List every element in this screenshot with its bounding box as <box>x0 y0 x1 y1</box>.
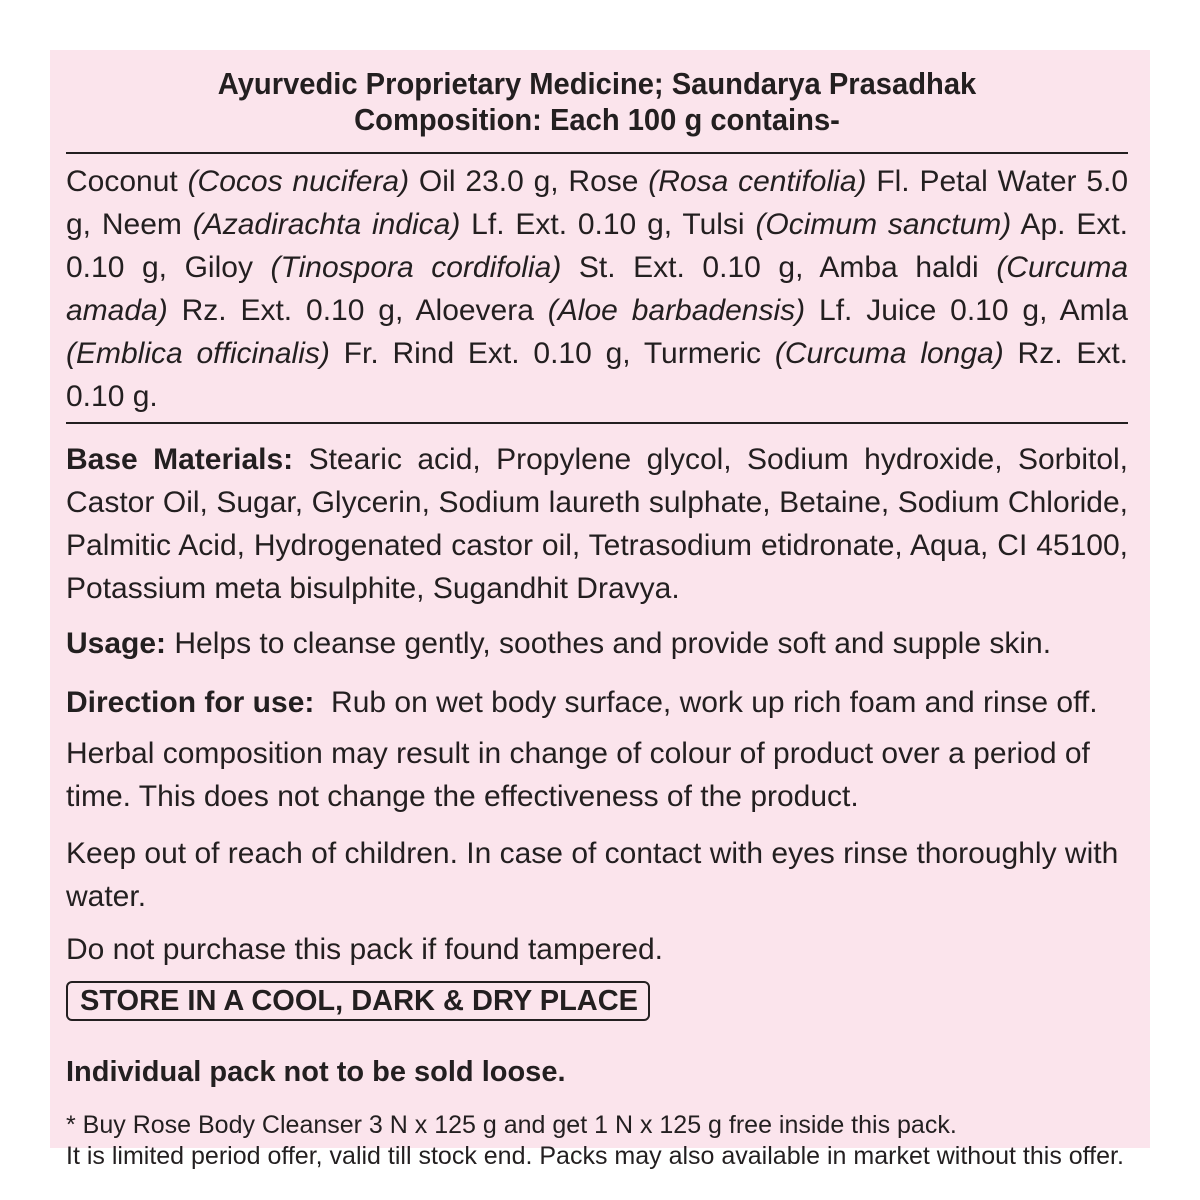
offer-line-2: It is limited period offer, valid till stock end. Packs may also available in market without this offer. <box>66 1142 1124 1170</box>
pack-note-text: Individual pack not to be sold loose. <box>66 1056 566 1088</box>
ingredient-name: Tulsi <box>682 208 745 241</box>
divider-bottom <box>66 422 1128 424</box>
ingredient-quantity: Rz. Ext. 0.10 g, <box>181 294 404 327</box>
direction <box>66 681 1128 724</box>
ingredient-name: Amba haldi <box>819 251 979 284</box>
composition-item <box>416 294 1048 327</box>
ingredient-name: Giloy <box>184 251 253 284</box>
ingredient-quantity: Rz. Ext. 0.10 g. <box>66 337 1128 413</box>
store-box-wrap <box>66 981 1128 1021</box>
direction-text: Rub on wet body surface, work up rich foam and rinse off. <box>331 686 1098 719</box>
ingredient-quantity: Lf. Juice 0.10 g, <box>819 294 1048 327</box>
composition-item <box>102 208 672 241</box>
ingredient-name: Neem <box>101 208 182 241</box>
ingredient-quantity: Lf. Ext. 0.10 g, <box>471 208 673 241</box>
ingredient-latin-name: (Rosa centifolia) <box>648 165 867 198</box>
composition-heading: Composition: Each 100 g contains- <box>354 102 840 137</box>
composition-item <box>66 165 559 198</box>
ingredient-latin-name: (Ocimum sanctum) <box>755 208 1012 241</box>
base-materials-label: Base Materials: <box>66 443 294 476</box>
ingredient-latin-name: (Aloe barbadensis) <box>547 294 806 327</box>
storage-instruction-box: STORE IN A COOL, DARK & DRY PLACE <box>66 981 650 1021</box>
herbal-note: Herbal composition may result in change of colour of product over a period of time. This does not change the effectiveness of the product. <box>66 737 1090 813</box>
ingredient-name: Coconut <box>66 165 178 198</box>
ingredient-latin-name: (Curcuma longa) <box>774 337 1004 370</box>
ingredient-latin-name: (Curcuma amada) <box>66 251 1129 327</box>
base-materials-text: Stearic acid, Propylene glycol, Sodium hydroxide, Sorbitol, Castor Oil, Sugar, Glycerin, Sodium laureth sulphate, Betaine, Sodium Chloride, Palmitic Acid, Hydrogenated castor oil, Tetrasodium etidronate, Aqua, CI 45100, Potassium meta bisulphite, Sugandhit Dravya. <box>66 443 1128 605</box>
ingredient-name: Aloevera <box>415 294 534 327</box>
ingredient-quantity: Fr. Rind Ext. 0.10 g, <box>343 337 631 370</box>
tamper-note: Do not purchase this pack if found tampered. <box>66 933 664 966</box>
label-content <box>66 60 1128 1172</box>
ingredient-latin-name: (Azadirachta indica) <box>192 208 461 241</box>
composition-list <box>66 160 1128 418</box>
composition-item <box>185 251 804 284</box>
safety-warning: Keep out of reach of children. In case of contact with eyes rinse thoroughly with water. <box>66 837 1119 913</box>
base-materials <box>66 438 1128 610</box>
direction-label: Direction for use: <box>66 686 315 719</box>
usage <box>66 622 1128 665</box>
ingredient-quantity: Oil 23.0 g, <box>418 165 559 198</box>
ingredient-name: Amla <box>1059 294 1128 327</box>
usage-text: Helps to cleanse gently, soothes and provide soft and supple skin. <box>174 627 1052 660</box>
ingredient-name: Rose <box>568 165 639 198</box>
ingredient-quantity: Ap. Ext. 0.10 g, <box>66 208 1129 284</box>
divider-top <box>66 152 1128 154</box>
ingredient-quantity: Fl. Petal Water 5.0 g, <box>66 165 1129 241</box>
ingredient-latin-name: (Tinospora cordifolia) <box>270 251 562 284</box>
ingredient-name: Turmeric <box>643 337 762 370</box>
ingredient-latin-name: (Emblica officinalis) <box>66 337 330 370</box>
offer-line-1: * Buy Rose Body Cleanser 3 N x 125 g and get 1 N x 125 g free inside this pack. <box>66 1111 957 1139</box>
pack-note <box>66 1051 1128 1094</box>
ingredient-quantity: St. Ext. 0.10 g, <box>578 251 804 284</box>
ingredient-latin-name: (Cocos nucifera) <box>187 165 410 198</box>
product-category-heading: Ayurvedic Proprietary Medicine; Saundarya Prasadhak <box>217 66 977 101</box>
usage-label: Usage: <box>66 627 167 660</box>
